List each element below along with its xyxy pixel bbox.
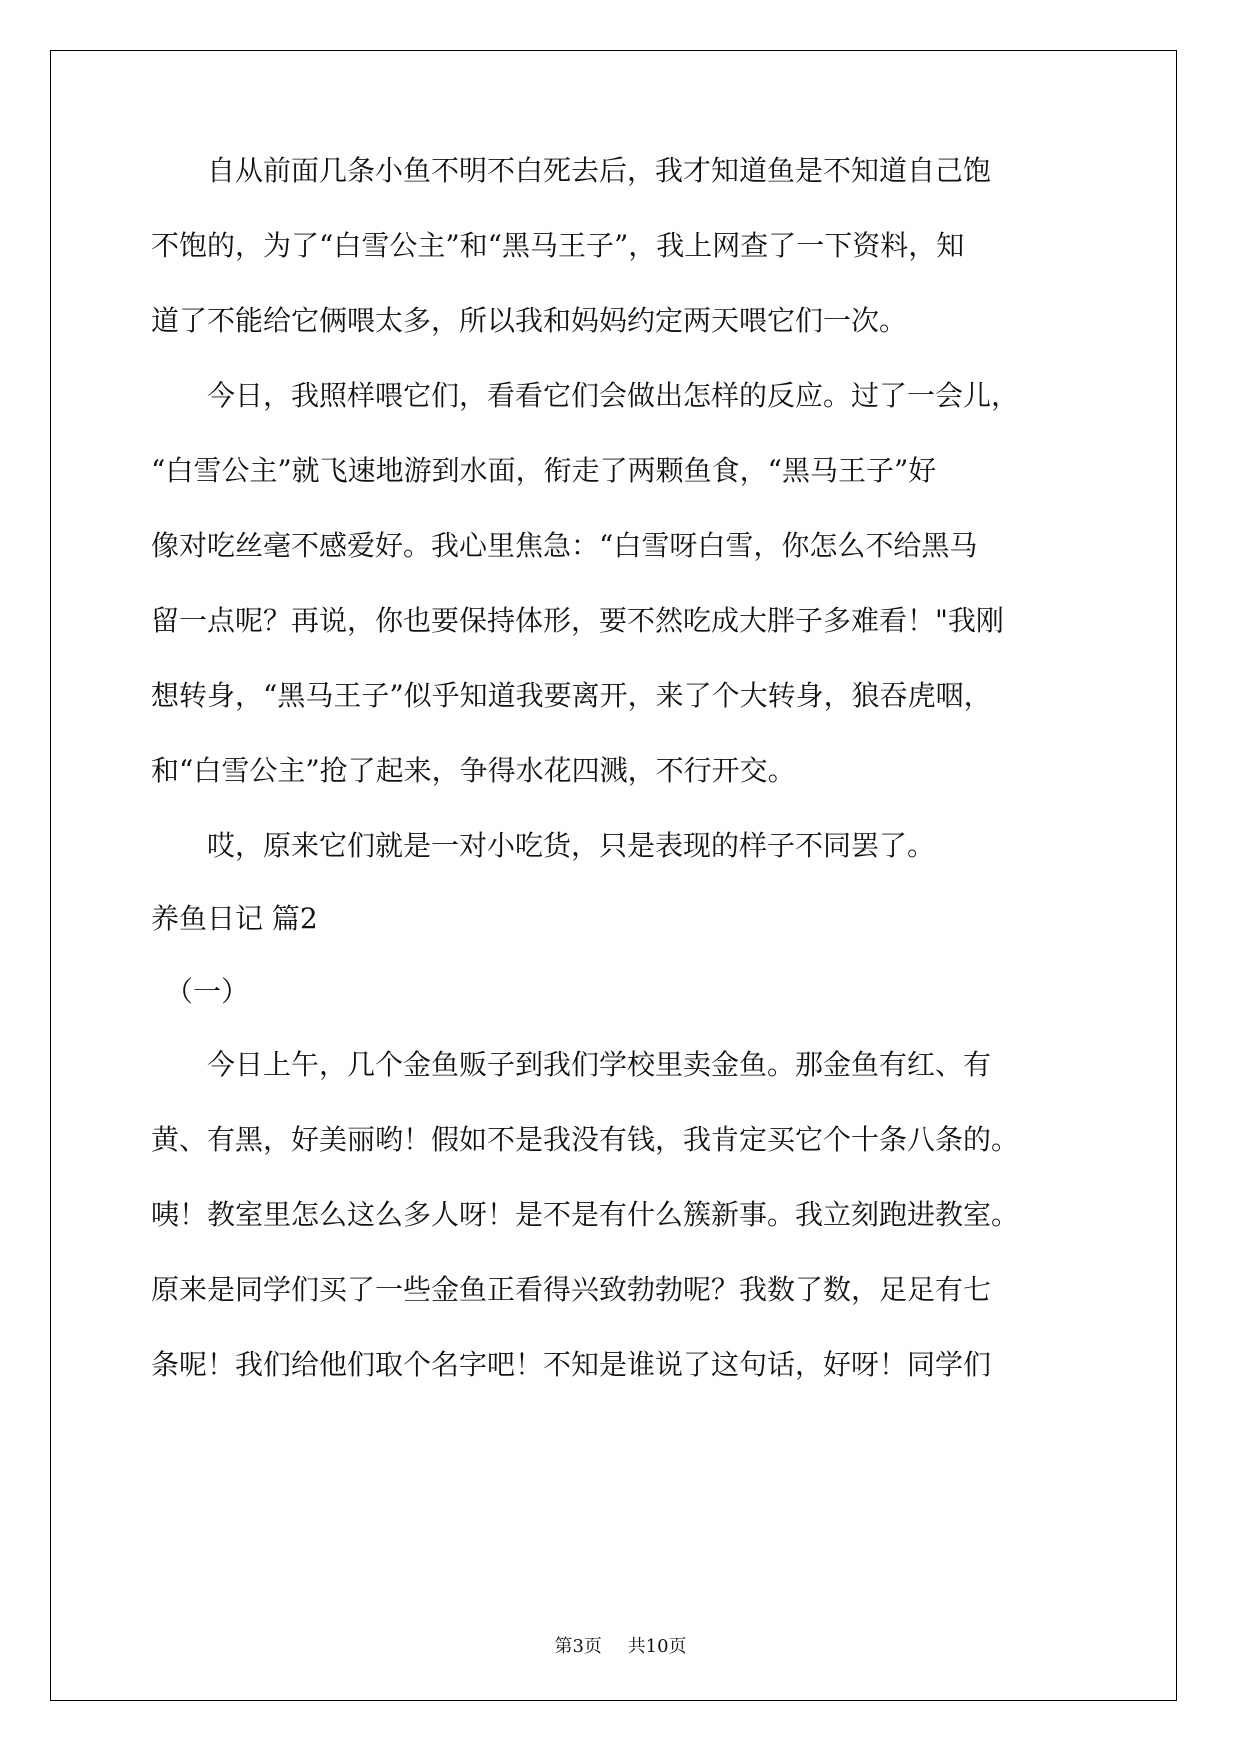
text-line: 自从前面几条小鱼不明不白死去后，我才知道鱼是不知道自己饱 [151,154,992,187]
page-footer [0,1632,1241,1658]
text-line: 今日上午，几个金鱼贩子到我们学校里卖金鱼。那金鱼有红、有 [151,1048,992,1081]
text-line: 留一点呢？再说，你也要保持体形，要不然吃成大胖子多难看！"我刚 [151,604,1004,637]
text-line: 咦！教室里怎么这么多人呀！是不是有什么簇新事。我立刻跑进教室。 [151,1198,1020,1231]
text-line: 条呢！我们给他们取个名字吧！不知是谁说了这句话，好呀！同学们 [151,1348,992,1381]
subsection-heading: （一） [151,975,250,1008]
text-line: 想转身，“黑马王子”似乎知道我要离开，来了个大转身，狼吞虎咽， [151,679,992,712]
text-line: 今日，我照样喂它们，看看它们会做出怎样的反应。过了一会儿， [151,379,1020,412]
text-line: 原来是同学们买了一些金鱼正看得兴致勃勃呢？我数了数，足足有七 [151,1273,992,1306]
text-line: 黄、有黑，好美丽哟！假如不是我没有钱，我肯定买它个十条八条的。 [151,1123,1020,1156]
page-border [50,50,1177,1701]
page-total: 共10页 [627,1636,687,1657]
page-number: 第3页 [554,1636,602,1657]
text-line: 哎，原来它们就是一对小吃货，只是表现的样子不同罢了。 [151,829,936,862]
text-line: 和“白雪公主”抢了起来，争得水花四溅，不行开交。 [151,754,796,787]
text-line: “白雪公主”就飞速地游到水面，衔走了两颗鱼食，“黑马王子”好 [151,454,937,487]
text-line: 道了不能给它俩喂太多，所以我和妈妈约定两天喂它们一次。 [151,304,908,337]
text-line: 不饱的，为了“白雪公主”和“黑马王子”，我上网查了一下资料，知 [151,229,965,262]
section-heading: 养鱼日记 篇2 [151,902,318,935]
text-line: 像对吃丝毫不感爱好。我心里焦急：“白雪呀白雪，你怎么不给黑马 [151,529,978,562]
